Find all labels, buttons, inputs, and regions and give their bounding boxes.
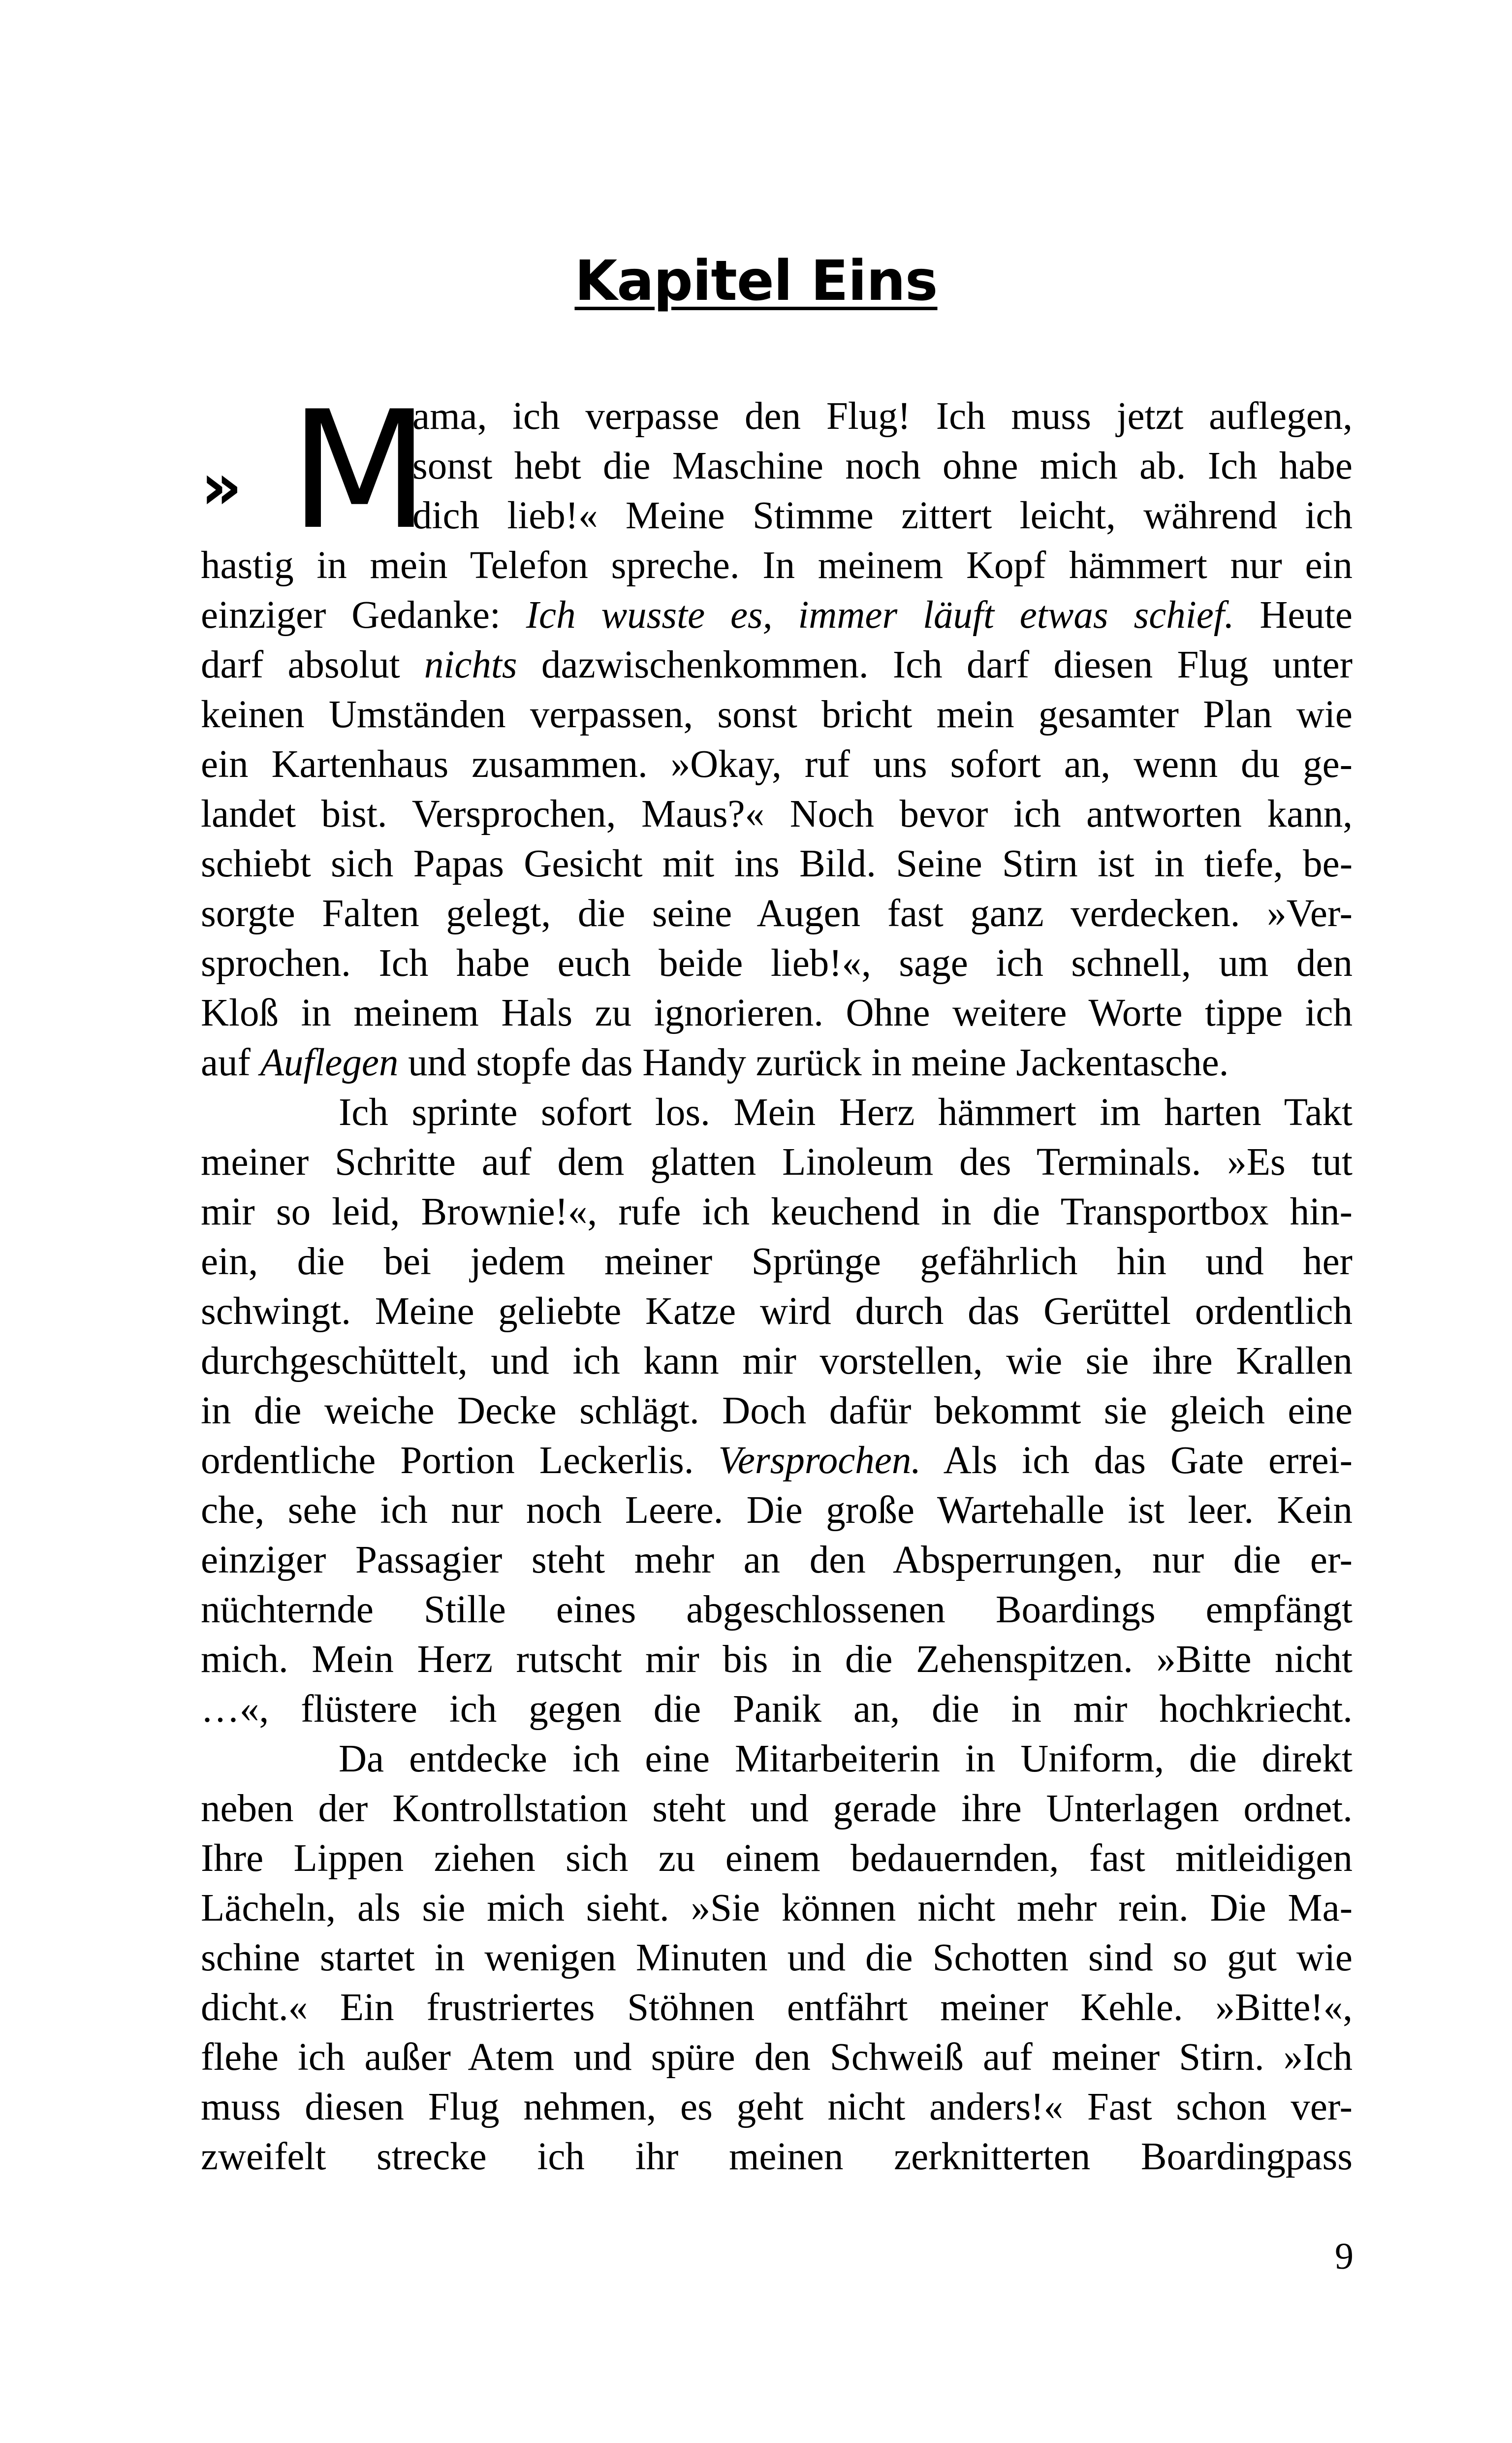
text-run: mich. Mein Herz rutscht mir bis in die Zehenspitzen. »Bitte nicht xyxy=(201,1638,1353,1681)
italic-text: Ich wusste es, immer läuft etwas schief. xyxy=(526,594,1234,637)
text-run: ein Kartenhaus zusammen. »Okay, ruf uns sofort an, wenn du ge- xyxy=(201,743,1353,786)
body-text xyxy=(201,376,1353,2182)
page-number: 9 xyxy=(1335,2236,1354,2277)
text-line xyxy=(201,1286,1353,1336)
text-line xyxy=(201,739,1353,789)
text-line xyxy=(201,1933,1353,1983)
text-run: Ihre Lippen ziehen sich zu einem bedauernden, fast mitleidigen xyxy=(201,1837,1353,1880)
italic-text: Auflegen xyxy=(260,1041,399,1084)
text-run: ordentliche Portion Leckerlis. xyxy=(201,1439,719,1482)
text-line xyxy=(201,1237,1353,1286)
text-run: in die weiche Decke schlägt. Doch dafür bekommt sie gleich eine xyxy=(201,1389,1353,1432)
text-run: einziger Passagier steht mehr an den Absperrungen, nur die er- xyxy=(201,1539,1353,1581)
text-line xyxy=(201,789,1353,839)
text-line xyxy=(201,988,1353,1038)
text-line xyxy=(201,1386,1353,1436)
text-line xyxy=(201,541,1353,590)
text-line xyxy=(201,2132,1353,2182)
text-line xyxy=(201,1635,1353,1684)
text-run: nüchternde Stille eines abgeschlossenen Boardings empfängt xyxy=(201,1588,1353,1631)
text-run: Ich sprinte sofort los. Mein Herz hämmert im harten Takt xyxy=(339,1091,1353,1134)
text-line xyxy=(201,690,1353,739)
text-run: mir so leid, Brownie!«, rufe ich keuchend in die Transportbox hin- xyxy=(201,1190,1353,1233)
text-line xyxy=(201,2032,1353,2082)
text-run: Kloß in meinem Hals zu ignorieren. Ohne weitere Worte tippe ich xyxy=(201,992,1353,1034)
text-line xyxy=(201,1585,1353,1635)
text-line xyxy=(201,938,1353,988)
text-run: ein, die bei jedem meiner Sprünge gefährlich hin und her xyxy=(201,1240,1353,1283)
text-run: sprochen. Ich habe euch beide lieb!«, sage ich schnell, um den xyxy=(201,942,1353,985)
text-run: ama, ich verpasse den Flug! Ich muss jetzt auflegen, xyxy=(412,395,1353,438)
text-line xyxy=(201,1784,1353,1833)
text-line xyxy=(201,839,1353,889)
text-run: meiner Schritte auf dem glatten Linoleum des Terminals. »Es tut xyxy=(201,1141,1353,1184)
text-line xyxy=(201,590,1353,640)
text-line xyxy=(201,1684,1353,1734)
text-line xyxy=(201,1833,1353,1883)
text-run: dicht.« Ein frustriertes Stöhnen entfährt meiner Kehle. »Bitte!«, xyxy=(201,1986,1353,2029)
text-run: hastig in mein Telefon spreche. In meinem Kopf hämmert nur ein xyxy=(201,544,1353,587)
text-line xyxy=(201,640,1353,690)
text-run: zweifelt strecke ich ihr meinen zerknitterten Boardingpass xyxy=(201,2135,1353,2178)
text-line xyxy=(201,1983,1353,2032)
text-line xyxy=(201,1436,1353,1485)
italic-text: Versprochen. xyxy=(718,1439,921,1482)
text-run: sorgte Falten gelegt, die seine Augen fast ganz verdecken. »Ver- xyxy=(201,892,1353,935)
drop-cap-quote: » xyxy=(201,449,242,524)
text-run: Da entdecke ich eine Mitarbeiterin in Uniform, die direkt xyxy=(339,1737,1353,1780)
text-run: muss diesen Flug nehmen, es geht nicht anders!« Fast schon ver- xyxy=(201,2086,1353,2128)
text-run: …«, flüstere ich gegen die Panik an, die in mir hochkriecht. xyxy=(201,1688,1353,1731)
text-run: Heute xyxy=(1234,594,1353,637)
text-run: sonst hebt die Maschine noch ohne mich ab. Ich habe xyxy=(412,445,1353,487)
text-run: schine startet in wenigen Minuten und die Schotten sind so gut wie xyxy=(201,1936,1353,1979)
italic-text: nichts xyxy=(424,643,517,686)
text-run: darf absolut xyxy=(201,643,424,686)
text-line xyxy=(201,1535,1353,1585)
drop-cap-letter: M xyxy=(289,376,430,565)
text-run: auf xyxy=(201,1041,260,1084)
text-run: schiebt sich Papas Gesicht mit ins Bild. Seine Stirn ist in tiefe, be- xyxy=(201,842,1353,885)
text-run: dazwischenkommen. Ich darf diesen Flug unter xyxy=(517,643,1353,686)
text-run: durchgeschüttelt, und ich kann mir vorstellen, wie sie ihre Krallen xyxy=(201,1340,1353,1382)
text-run: landet bist. Versprochen, Maus?« Noch bevor ich antworten kann, xyxy=(201,793,1353,836)
text-line xyxy=(201,1336,1353,1386)
chapter-title xyxy=(0,249,1512,313)
text-run: neben der Kontrollstation steht und gerade ihre Unterlagen ordnet. xyxy=(201,1787,1353,1830)
text-line xyxy=(201,1187,1353,1237)
text-line xyxy=(201,1137,1353,1187)
text-line xyxy=(201,889,1353,938)
text-run: Als ich das Gate errei- xyxy=(921,1439,1353,1482)
text-line xyxy=(201,2082,1353,2132)
text-run: schwingt. Meine geliebte Katze wird durch das Gerüttel ordentlich xyxy=(201,1290,1353,1333)
text-line xyxy=(201,441,1353,491)
text-line xyxy=(201,1038,1353,1088)
text-run: che, sehe ich nur noch Leere. Die große Wartehalle ist leer. Kein xyxy=(201,1489,1353,1532)
text-run: Lächeln, als sie mich sieht. »Sie können nicht mehr rein. Die Ma- xyxy=(201,1887,1353,1929)
text-run: keinen Umständen verpassen, sonst bricht mein gesamter Plan wie xyxy=(201,693,1353,736)
text-line xyxy=(201,1088,1353,1137)
text-line xyxy=(201,1883,1353,1933)
text-run: und stopfe das Handy zurück in meine Jackentasche. xyxy=(398,1041,1229,1084)
text-line xyxy=(201,1485,1353,1535)
text-line xyxy=(201,1734,1353,1784)
text-run: dich lieb!« Meine Stimme zittert leicht, während ich xyxy=(412,494,1353,537)
chapter-title-text: Kapitel Eins xyxy=(574,249,938,313)
text-run: einziger Gedanke: xyxy=(201,594,526,637)
text-line xyxy=(201,491,1353,541)
text-run: flehe ich außer Atem und spüre den Schweiß auf meiner Stirn. »Ich xyxy=(201,2036,1353,2079)
text-line xyxy=(201,391,1353,441)
